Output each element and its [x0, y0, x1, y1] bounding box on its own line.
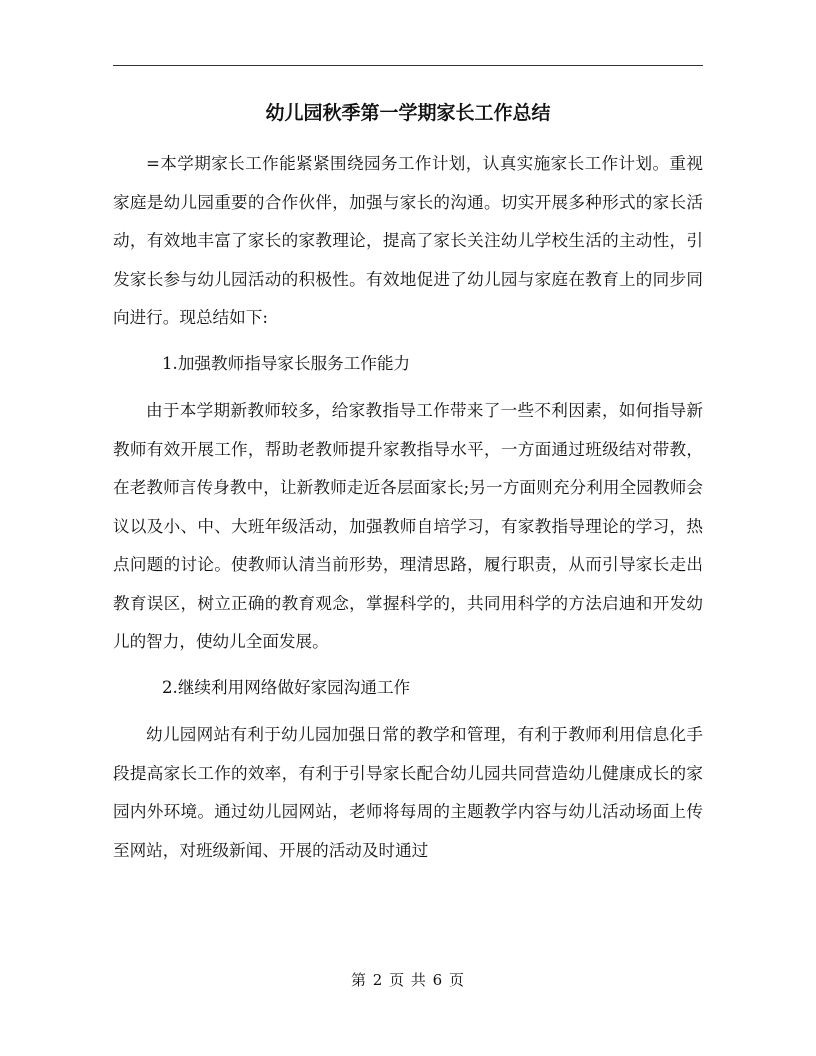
section-1-paragraph: 由于本学期新教师较多，给家教指导工作带来了一些不利因素，如何指导新教师有效开展工作，帮助老教师提升家教指导水平，一方面通过班级结对带教，在老教师言传身教中，让新教师走近各层面家长;另一方面则充分利用全园教师会议以及小、中、大班年级活动，加强教师自培学习，有家教指导理论的学习，热点问题的讨论。使教师认清当前形势，理清思路，履行职责，从而引导家长走出教育误区，树立正确的教育观念，掌握科学的，共同用科学的方法启迪和开发幼儿的智力，使幼儿全面发展。	[113, 401, 703, 651]
document-title: 幼儿园秋季第一学期家长工作总结	[265, 102, 551, 124]
document-body	[113, 145, 703, 870]
section-1-heading: 1.加强教师指导家长服务工作能力	[162, 353, 411, 373]
page-footer	[113, 968, 703, 992]
intro-paragraph: =本学期家长工作能紧紧围绕园务工作计划，认真实施家长工作计划。重视家庭是幼儿园重要的合作伙伴，加强与家长的沟通。切实开展多种形式的家长活动，有效地丰富了家长的家教理论，提高了家长关注幼儿学校生活的主动性，引发家长参与幼儿园活动的积极性。有效地促进了幼儿园与家庭在教育上的同步同向进行。现总结如下:	[113, 154, 703, 327]
header-rule	[113, 65, 703, 66]
section-2-paragraph: 幼儿园网站有利于幼儿园加强日常的教学和管理，有利于教师利用信息化手段提高家长工作的效率，有利于引导家长配合幼儿园共同营造幼儿健康成长的家园内外环境。通过幼儿园网站，老师将每周的主题教学内容与幼儿活动场面上传至网站，对班级新闻、开展的活动及时通过	[113, 725, 703, 860]
section-2-heading: 2.继续利用网络做好家园沟通工作	[162, 677, 411, 697]
page-number-label: 第 2 页 共 6 页	[351, 971, 465, 989]
